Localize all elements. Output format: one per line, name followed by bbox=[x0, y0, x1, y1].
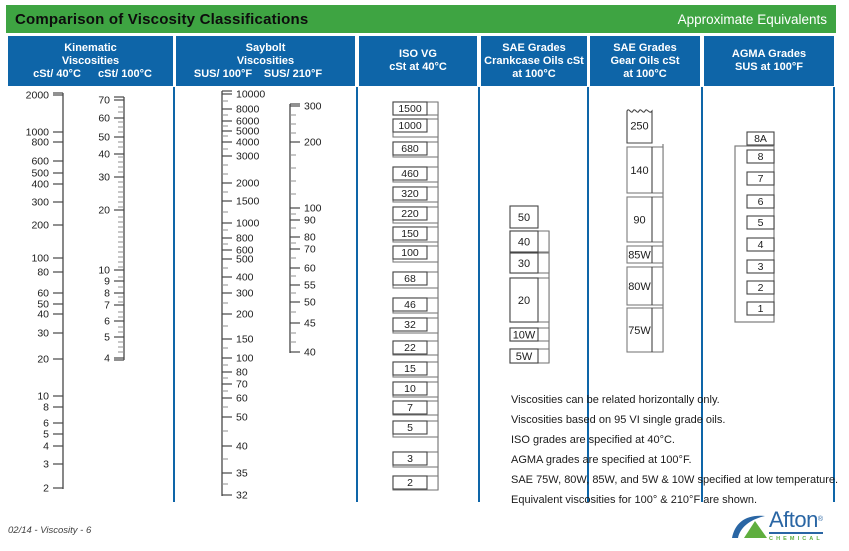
footer-reference: 02/14 - Viscosity - 6 bbox=[8, 525, 92, 536]
tick-label: 60 bbox=[236, 392, 248, 405]
grade-label: 10W bbox=[512, 329, 536, 342]
tick-label: 100 bbox=[304, 202, 322, 215]
tick-label: 100 bbox=[31, 252, 49, 265]
grade-box-iso-vg-10 bbox=[393, 382, 438, 397]
grade-label: 85W bbox=[628, 249, 651, 262]
grade-box-iso-vg-2 bbox=[393, 476, 438, 490]
grade-label: 20 bbox=[517, 294, 531, 307]
column-header-line: at 100°C bbox=[623, 67, 667, 80]
tick-label: 7 bbox=[104, 299, 110, 312]
grade-box-iso-vg-7 bbox=[393, 401, 438, 415]
tick-label: 40 bbox=[236, 440, 248, 453]
grade-label: 15 bbox=[404, 363, 416, 376]
grade-box-sae-crankcase-10W bbox=[510, 328, 549, 341]
tick-label: 70 bbox=[236, 378, 248, 391]
grade-label: 140 bbox=[630, 164, 649, 177]
tick-label: 40 bbox=[304, 346, 316, 359]
tick-label: 60 bbox=[304, 262, 316, 275]
scale-unit-label: cSt/ 100°C bbox=[98, 67, 152, 80]
grades-agma bbox=[735, 132, 774, 322]
grade-box-sae-gear-250 bbox=[627, 110, 652, 143]
tick-label: 60 bbox=[37, 287, 49, 300]
grade-label: 5 bbox=[757, 217, 764, 230]
grade-label: 22 bbox=[404, 342, 416, 355]
grade-label: 75W bbox=[628, 324, 651, 337]
grade-box-iso-vg-32 bbox=[393, 318, 438, 333]
grade-box-agma-8A bbox=[747, 132, 774, 145]
scale-sus100 bbox=[222, 89, 265, 502]
tick-label: 10 bbox=[37, 390, 49, 403]
logo-rule bbox=[769, 532, 823, 534]
tick-label: 35 bbox=[236, 467, 248, 480]
scale-sus210 bbox=[290, 101, 322, 359]
tick-label: 50 bbox=[304, 296, 316, 309]
grade-box-sae-gear-90 bbox=[627, 197, 663, 242]
grade-label: 680 bbox=[401, 143, 419, 156]
grade-label: 220 bbox=[401, 208, 419, 221]
grade-box-iso-vg-46 bbox=[393, 298, 438, 313]
grade-box-iso-vg-1000 bbox=[393, 119, 438, 137]
tick-label: 90 bbox=[304, 214, 316, 227]
tick-label: 4000 bbox=[236, 136, 260, 149]
tick-label: 50 bbox=[98, 131, 110, 144]
logo-wordmark: Afton® bbox=[769, 507, 823, 532]
column-header-line: cSt at 40°C bbox=[389, 61, 447, 73]
grade-label: 2 bbox=[757, 282, 764, 295]
grade-label: 10 bbox=[404, 383, 416, 396]
column-header-line: AGMA Grades bbox=[731, 48, 807, 60]
tick-label: 50 bbox=[37, 298, 49, 311]
grade-label: 30 bbox=[517, 257, 531, 270]
grade-label: 68 bbox=[404, 273, 416, 286]
tick-label: 200 bbox=[304, 136, 322, 149]
note-line: SAE 75W, 80W, 85W, and 5W & 10W specified at low temperature. bbox=[511, 474, 839, 486]
tick-label: 3 bbox=[43, 458, 49, 471]
column-header-line: Kinematic bbox=[64, 41, 117, 54]
tick-label: 60 bbox=[98, 112, 110, 125]
grade-label: 3 bbox=[757, 261, 764, 274]
tick-label: 8 bbox=[43, 401, 49, 414]
tick-label: 2000 bbox=[236, 177, 260, 190]
grade-box-sae-gear-80W bbox=[627, 267, 663, 305]
grade-box-sae-crankcase-30 bbox=[510, 253, 549, 273]
grade-box-agma-4 bbox=[747, 238, 774, 251]
grade-label: 250 bbox=[630, 120, 649, 133]
tick-label: 200 bbox=[236, 308, 254, 321]
tick-label: 5 bbox=[43, 428, 49, 441]
tick-label: 3000 bbox=[236, 150, 260, 163]
tick-label: 500 bbox=[31, 167, 49, 180]
grade-label: 1 bbox=[757, 303, 764, 316]
tick-label: 6 bbox=[43, 417, 49, 430]
column-header-line: Crankcase Oils cSt bbox=[484, 54, 584, 67]
grade-label: 90 bbox=[633, 214, 646, 227]
tick-label: 6 bbox=[104, 315, 110, 328]
column-header-line: Gear Oils cSt bbox=[610, 54, 680, 67]
grade-label: 1000 bbox=[398, 120, 422, 133]
grade-label: 460 bbox=[401, 168, 419, 181]
tick-label: 6000 bbox=[236, 115, 260, 128]
grade-label: 320 bbox=[401, 188, 419, 201]
grade-label: 2 bbox=[407, 477, 413, 490]
grades-iso-vg bbox=[393, 102, 438, 490]
afton-chemical-logo bbox=[731, 508, 823, 542]
tick-label: 100 bbox=[236, 352, 254, 365]
grade-label: 40 bbox=[517, 236, 531, 249]
grade-label: 50 bbox=[517, 211, 531, 224]
grade-box-iso-vg-22 bbox=[393, 341, 438, 355]
grade-box-agma-7 bbox=[747, 172, 774, 185]
tick-label: 70 bbox=[98, 94, 110, 107]
tick-label: 1500 bbox=[236, 195, 260, 208]
grade-box-sae-crankcase-5W bbox=[510, 349, 549, 363]
tick-label: 30 bbox=[98, 171, 110, 184]
grade-box-agma-3 bbox=[747, 260, 774, 273]
tick-label: 1000 bbox=[25, 126, 49, 139]
tick-label: 300 bbox=[236, 287, 254, 300]
tick-label: 300 bbox=[31, 196, 49, 209]
grade-label: 3 bbox=[407, 453, 413, 466]
grade-box-iso-vg-1500 bbox=[393, 102, 438, 115]
grade-box-agma-1 bbox=[747, 302, 774, 315]
note-line: Viscosities can be related horizontally only. bbox=[511, 394, 720, 406]
grade-box-agma-2 bbox=[747, 281, 774, 294]
column-header-line: SAE Grades bbox=[613, 41, 677, 54]
grade-box-iso-vg-460 bbox=[393, 167, 438, 182]
grade-label: 5 bbox=[407, 422, 413, 435]
grade-label: 1500 bbox=[398, 103, 422, 116]
registered-mark: ® bbox=[817, 516, 823, 523]
tick-label: 200 bbox=[31, 219, 49, 232]
note-line: Viscosities based on 95 VI single grade oils. bbox=[511, 414, 726, 426]
grade-label: 100 bbox=[401, 247, 419, 260]
note-line: ISO grades are specified at 40°C. bbox=[511, 434, 675, 446]
tick-label: 20 bbox=[98, 204, 110, 217]
tick-label: 45 bbox=[304, 317, 316, 330]
tick-label: 800 bbox=[31, 136, 49, 149]
tick-label: 400 bbox=[31, 178, 49, 191]
grade-box-agma-5 bbox=[747, 216, 774, 229]
tick-label: 80 bbox=[304, 231, 316, 244]
notes-block bbox=[511, 390, 838, 510]
grade-label: 6 bbox=[757, 196, 764, 209]
tick-label: 600 bbox=[236, 244, 254, 257]
tick-label: 8 bbox=[104, 287, 110, 300]
tick-label: 32 bbox=[236, 489, 248, 502]
grade-label: 7 bbox=[757, 173, 764, 186]
tick-label: 70 bbox=[304, 243, 316, 256]
grade-box-iso-vg-3 bbox=[393, 452, 438, 467]
grade-box-iso-vg-150 bbox=[393, 227, 438, 242]
grade-box-sae-crankcase-50 bbox=[510, 206, 538, 228]
tick-label: 20 bbox=[37, 353, 49, 366]
grade-label: 8A bbox=[754, 133, 767, 146]
grade-box-iso-vg-68 bbox=[393, 272, 438, 288]
grade-label: 80W bbox=[628, 280, 651, 293]
tick-label: 1000 bbox=[236, 217, 260, 230]
tick-label: 4 bbox=[43, 440, 49, 453]
grade-box-agma-6 bbox=[747, 195, 774, 208]
grade-label: 46 bbox=[404, 299, 416, 312]
logo-text bbox=[769, 508, 823, 542]
grade-box-iso-vg-320 bbox=[393, 187, 438, 202]
scale-cst100 bbox=[98, 95, 124, 365]
column-header-line: at 100°C bbox=[512, 67, 556, 80]
scale-unit-label: SUS/ 210°F bbox=[263, 67, 323, 80]
tick-label: 400 bbox=[236, 271, 254, 284]
approximate-equivalents-label: Approximate Equivalents bbox=[677, 11, 827, 27]
grades-sae-crankcase bbox=[510, 206, 549, 363]
grade-label: 4 bbox=[757, 239, 764, 252]
grade-label: 150 bbox=[401, 228, 419, 241]
grade-label: 32 bbox=[404, 319, 416, 332]
scale-unit-label: SUS/ 100°F bbox=[193, 67, 253, 80]
grade-box-iso-vg-220 bbox=[393, 207, 438, 223]
tick-label: 800 bbox=[236, 232, 254, 245]
grade-box-sae-crankcase-20 bbox=[510, 278, 549, 322]
tick-label: 10000 bbox=[236, 88, 266, 101]
grade-box-sae-gear-75W bbox=[627, 308, 663, 352]
tick-label: 80 bbox=[236, 366, 248, 379]
tick-label: 5000 bbox=[236, 125, 260, 138]
tick-label: 150 bbox=[236, 333, 254, 346]
column-header-line: SUS at 100°F bbox=[735, 61, 803, 73]
tick-label: 600 bbox=[31, 155, 49, 168]
grade-box-sae-gear-85W bbox=[627, 246, 663, 263]
grade-box-sae-crankcase-40 bbox=[510, 231, 549, 252]
column-header-line: ISO VG bbox=[399, 48, 437, 60]
tick-label: 30 bbox=[37, 327, 49, 340]
scale-cst40 bbox=[26, 90, 63, 495]
grade-box-iso-vg-680 bbox=[393, 142, 438, 157]
grade-box-iso-vg-100 bbox=[393, 246, 438, 262]
grade-label: 5W bbox=[515, 350, 533, 363]
grade-label: 8 bbox=[757, 151, 764, 164]
column-header-line: SAE Grades bbox=[502, 41, 566, 54]
note-line: AGMA grades are specified at 100°F. bbox=[511, 454, 692, 466]
tick-label: 80 bbox=[37, 266, 49, 279]
grades-sae-gear bbox=[627, 110, 663, 352]
logo-chemical-label: CHEMICAL bbox=[769, 536, 823, 542]
column-header-line: Viscosities bbox=[61, 54, 120, 67]
tick-label: 40 bbox=[98, 148, 110, 161]
grade-box-agma-8 bbox=[747, 150, 774, 163]
tick-label: 9 bbox=[104, 275, 110, 288]
column-header-line: Viscosities bbox=[236, 54, 295, 67]
page-title: Comparison of Viscosity Classifications bbox=[15, 10, 309, 28]
note-line: Equivalent viscosities for 100° & 210°F are shown. bbox=[511, 494, 758, 506]
tick-label: 10 bbox=[98, 264, 110, 277]
tick-label: 4 bbox=[104, 352, 110, 365]
tick-label: 55 bbox=[304, 279, 316, 292]
grade-box-sae-gear-140 bbox=[627, 147, 663, 193]
tick-label: 2000 bbox=[25, 89, 49, 102]
tick-label: 500 bbox=[236, 253, 254, 266]
grade-label: 7 bbox=[407, 402, 413, 415]
tick-label: 8000 bbox=[236, 103, 260, 116]
grade-box-iso-vg-5 bbox=[393, 421, 438, 437]
scale-unit-label: cSt/ 40°C bbox=[33, 67, 81, 80]
grade-box-iso-vg-15 bbox=[393, 362, 438, 377]
tick-label: 40 bbox=[37, 308, 49, 321]
tick-label: 300 bbox=[304, 100, 322, 113]
tick-label: 2 bbox=[43, 482, 49, 495]
column-header-line: Saybolt bbox=[245, 41, 286, 54]
afton-mountain-icon bbox=[731, 512, 769, 540]
tick-label: 5 bbox=[104, 331, 110, 344]
tick-label: 50 bbox=[236, 411, 248, 424]
